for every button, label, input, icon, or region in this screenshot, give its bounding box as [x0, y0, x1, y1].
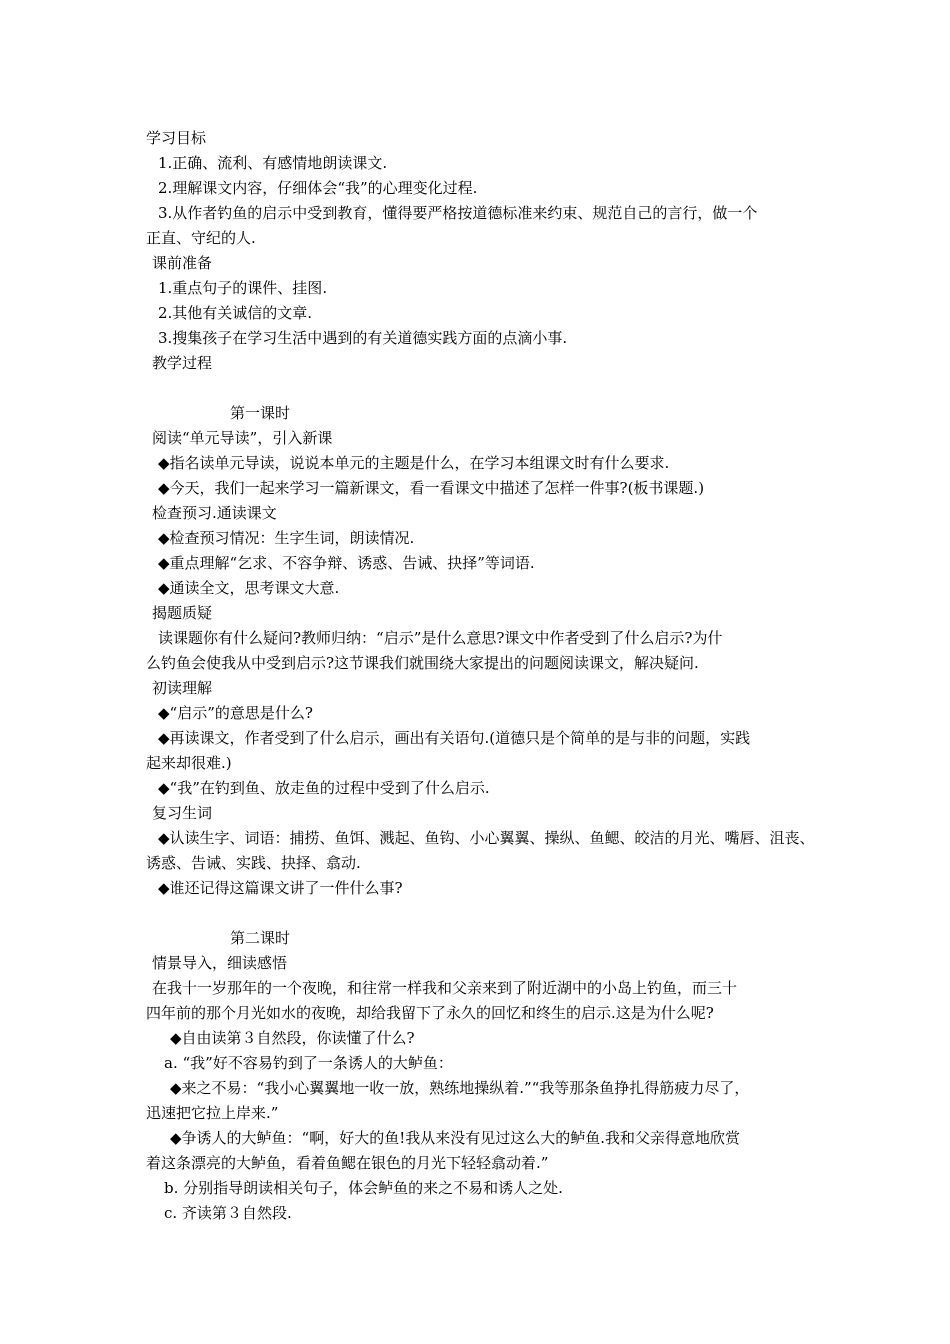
- text-line: 么钓鱼会使我从中受到启示?这节课我们就围绕大家提出的问题阅读课文，解决疑问.: [146, 654, 699, 672]
- text-line: 检查预习.通读课文: [152, 504, 277, 522]
- text-line: ◆自由读第３自然段，你读懂了什么?: [170, 1029, 415, 1047]
- text-line: b. 分别指导朗读相关句子，体会鲈鱼的来之不易和诱人之处.: [164, 1179, 563, 1197]
- text-line: ◆谁还记得这篇课文讲了一件什么事?: [158, 879, 403, 897]
- text-line: 揭题质疑: [152, 604, 213, 622]
- text-line: a. “我”好不容易钓到了一条诱人的大鲈鱼：: [164, 1054, 453, 1072]
- text-line: 1.重点句子的课件、挂图.: [158, 279, 328, 297]
- text-line: ◆“我”在钓到鱼、放走鱼的过程中受到了什么启示.: [158, 779, 490, 797]
- text-line: 迅速把它拉上岸来.”: [146, 1104, 279, 1122]
- text-line: 诱惑、告诫、实践、抉择、翕动.: [146, 854, 361, 872]
- text-line: ◆再读课文，作者受到了什么启示，画出有关语句.(道德只是个简单的是与非的问题，实践: [158, 729, 751, 747]
- text-line: ◆“启示”的意思是什么?: [158, 704, 313, 722]
- text-line: 教学过程: [152, 354, 213, 372]
- text-line: 在我十一岁那年的一个夜晚，和往常一样我和父亲来到了附近湖中的小岛上钓鱼，而三十: [152, 979, 738, 997]
- text-line: 课前准备: [152, 254, 213, 272]
- text-line: ◆重点理解“乞求、不容争辩、诱惑、告诫、抉择”等词语.: [158, 554, 535, 572]
- text-line: 第一课时: [230, 404, 291, 422]
- text-line: 初读理解: [152, 679, 213, 697]
- text-line: 读课题你有什么疑问?教师归纳：“启示”是什么意思?课文中作者受到了什么启示?为什: [158, 629, 723, 647]
- text-line: 3.搜集孩子在学习生活中遇到的有关道德实践方面的点滴小事.: [158, 329, 568, 347]
- text-line: 起来却很难.): [146, 754, 232, 772]
- text-line: ◆指名读单元导读，说说本单元的主题是什么，在学习本组课文时有什么要求.: [158, 454, 670, 472]
- text-line: 学习目标: [146, 129, 207, 147]
- text-line: 2.理解课文内容，仔细体会“我”的心理变化过程.: [158, 179, 478, 197]
- text-line: 正直、守纪的人.: [146, 229, 256, 247]
- text-line: 四年前的那个月光如水的夜晚，却给我留下了永久的回忆和终生的启示.这是为什么呢?: [146, 1004, 714, 1022]
- text-line: 复习生词: [152, 804, 213, 822]
- text-line: ◆今天，我们一起来学习一篇新课文，看一看课文中描述了怎样一件事?(板书课题.): [158, 479, 705, 497]
- text-line: 3.从作者钓鱼的启示中受到教育，懂得要严格按道德标准来约束、规范自己的言行，做一个: [158, 204, 758, 222]
- text-line: ◆认读生字、词语：捕捞、鱼饵、溅起、鱼钩、小心翼翼、操纵、鱼鳃、皎洁的月光、嘴唇、沮丧、: [158, 829, 815, 847]
- text-line: ◆检查预习情况：生字生词，朗读情况.: [158, 529, 415, 547]
- text-line: 情景导入，细读感悟: [152, 954, 288, 972]
- text-line: ◆来之不易：“我小心翼翼地一收一放，熟练地操纵着.”“我等那条鱼挣扎得筋疲力尽了，: [170, 1079, 750, 1097]
- text-line: ◆争诱人的大鲈鱼：“啊，好大的鱼!我从来没有见过这么大的鲈鱼.我和父亲得意地欣赏: [170, 1129, 741, 1147]
- text-line: 第二课时: [230, 929, 291, 947]
- text-line: ◆通读全文，思考课文大意.: [158, 579, 340, 597]
- text-line: 1.正确、流利、有感情地朗读课文.: [158, 154, 388, 172]
- text-line: 2.其他有关诚信的文章.: [158, 304, 313, 322]
- text-line: 着这条漂亮的大鲈鱼，看着鱼鳃在银色的月光下轻轻翕动着.”: [146, 1154, 549, 1172]
- text-line: c. 齐读第３自然段.: [164, 1204, 292, 1222]
- text-line: 阅读“单元导读”，引入新课: [152, 429, 333, 447]
